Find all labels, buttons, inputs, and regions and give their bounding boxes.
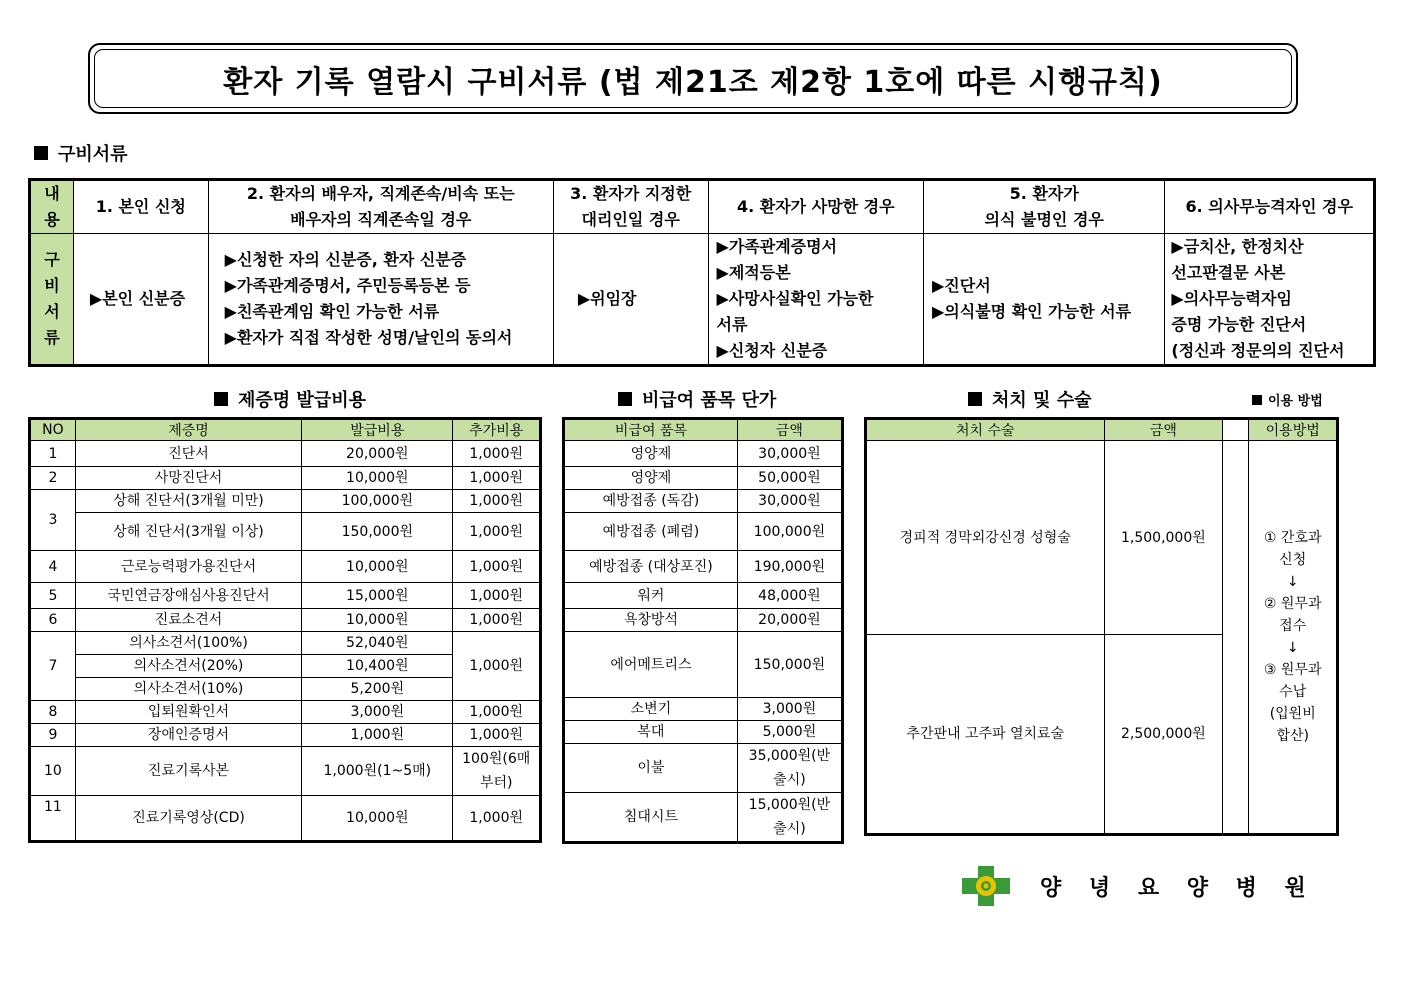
col-items-3 [553,234,708,366]
fee-no: 4 [30,551,76,583]
surgery-price: 1,500,000원 [1104,441,1223,635]
nonpay-price: 48,000원 [737,583,842,609]
fees-header-name: 제증명 [75,419,301,441]
table-row [564,513,843,551]
hospital-name: 양 녕 요 양 병 원 [1040,875,1316,901]
fee-no: 5 [30,583,76,609]
fee-no: 9 [30,724,76,747]
square-bullet-icon [968,392,982,406]
fee-extra: 1,000원 [453,632,541,701]
nonpay-item: 욕창방석 [564,609,738,632]
col-items-4 [708,234,923,366]
nonpay-heading [618,386,776,412]
docs-table [28,178,1376,367]
nonpay-table [562,417,844,844]
row-label-docs: 구 비 서 류 [30,234,74,366]
square-bullet-icon [214,392,228,406]
nonpay-item: 영양제 [564,467,738,490]
doc-item: ▶환자가 직접 작성한 성명/날인의 동의서 [224,328,513,347]
fee-amount: 10,000원 [302,467,453,490]
fee-amount: 20,000원 [302,441,453,467]
fee-amount: 10,400원 [302,655,453,678]
fees-heading-text: 제증명 발급비용 [238,390,366,411]
nonpay-price: 50,000원 [737,467,842,490]
surgery-table [864,417,1339,836]
col-header-1: 1. 본인 신청 [73,180,208,234]
fee-amount: 1,000원 [302,724,453,747]
table-row [30,583,541,609]
fee-name: 진료기록영상(CD) [75,796,301,842]
doc-item: ▶금치산, 한정치산 선고판결문 사본 [1171,237,1304,282]
nonpay-price: 100,000원 [737,513,842,551]
fee-extra: 1,000원 [453,467,541,490]
usage-heading [1252,390,1323,409]
nonpay-price: 5,000원 [737,721,842,744]
fee-name: 의사소견서(20%) [75,655,301,678]
fee-no: 11 [30,796,76,842]
nonpay-item: 영양제 [564,441,738,467]
surgery-header-price: 금액 [1104,419,1223,441]
fee-no: 1 [30,441,76,467]
doc-item: ▶제적등본 [716,263,791,282]
table-row [564,721,843,744]
col-items-1 [73,234,208,366]
spacer-cell [1223,419,1249,441]
nonpay-price: 190,000원 [737,551,842,583]
doc-item: ▶신청자 신분증 [716,341,828,360]
col-header-5: 5. 환자가 의식 불명인 경우 [924,180,1165,234]
fees-header-no: NO [30,419,76,441]
table-row [30,490,541,513]
doc-item: ▶의사무능력자임 증명 가능한 진단서 [1171,289,1307,334]
table-row [30,467,541,490]
table-row [30,701,541,724]
nonpay-price: 3,000원 [737,698,842,721]
nonpay-price: 30,000원 [737,441,842,467]
fee-extra: 1,000원 [453,609,541,632]
row-label-content: 내 용 [30,180,74,234]
fee-amount: 15,000원 [302,583,453,609]
fee-no: 3 [30,490,76,551]
fee-amount: 10,000원 [302,609,453,632]
doc-item: ▶진단서 [932,276,991,295]
fees-header-fee: 발급비용 [302,419,453,441]
fee-amount: 52,040원 [302,632,453,655]
fee-extra: 1,000원 [453,441,541,467]
nonpay-item: 예방접종 (대상포진) [564,551,738,583]
surgery-price: 2,500,000원 [1104,635,1223,835]
doc-item: ▶신청한 자의 신분증, 환자 신분증 [224,250,467,269]
fee-amount: 3,000원 [302,701,453,724]
table-row [564,583,843,609]
docs-heading-text: 구비서류 [58,144,128,165]
table-row [30,747,541,796]
surgery-heading [968,386,1091,412]
fee-amount: 1,000원(1~5매) [302,747,453,796]
nonpay-price: 35,000원(반 출시) [737,744,842,793]
table-row [564,467,843,490]
fee-amount: 5,200원 [302,678,453,701]
col-header-3: 3. 환자가 지정한 대리인일 경우 [553,180,708,234]
square-bullet-icon [618,392,632,406]
table-row [30,632,541,655]
fee-extra: 1,000원 [453,701,541,724]
table-row [564,609,843,632]
fee-name: 의사소견서(100%) [75,632,301,655]
nonpay-header-price: 금액 [737,419,842,441]
table-row [866,441,1338,635]
usage-steps: ① 간호과 신청 ↓ ② 원무과 접수 ↓ ③ 원무과 수납 (입원비 합산) [1249,441,1338,835]
fee-no: 6 [30,609,76,632]
surgery-heading-text: 처치 및 수술 [992,390,1092,411]
square-bullet-icon [34,146,48,160]
fee-name: 국민연금장애심사용진단서 [75,583,301,609]
fee-no: 7 [30,632,76,701]
fee-amount: 10,000원 [302,551,453,583]
square-bullet-icon [1252,395,1262,405]
fee-no: 8 [30,701,76,724]
fee-name: 의사소견서(10%) [75,678,301,701]
fee-extra: 1,000원 [453,513,541,551]
table-row [30,551,541,583]
nonpay-item: 침대시트 [564,793,738,843]
table-row [564,551,843,583]
nonpay-item: 소변기 [564,698,738,721]
page-title: 환자 기록 열람시 구비서류 (법 제21조 제2항 1호에 따른 시행규칙) [94,49,1292,108]
fee-name: 진단서 [75,441,301,467]
surgery-name: 경피적 경막외강신경 성형술 [866,441,1105,635]
table-row [564,632,843,698]
usage-heading-text: 이용 방법 [1268,394,1323,409]
fee-name: 상해 진단서(3개월 미만) [75,490,301,513]
doc-item: ▶사망사실확인 가능한 서류 [716,289,874,334]
nonpay-header-item: 비급여 품목 [564,419,738,441]
fees-table [28,417,542,843]
nonpay-item: 워커 [564,583,738,609]
docs-heading [34,140,128,166]
fee-name: 진료소견서 [75,609,301,632]
table-row [564,441,843,467]
col-items-2 [208,234,553,366]
col-items-6 [1165,234,1375,366]
surgery-header-name: 처치 수술 [866,419,1105,441]
table-row [564,793,843,843]
nonpay-item: 예방접종 (독감) [564,490,738,513]
doc-item: ▶가족관계증명서 [716,237,838,256]
fee-name: 사망진단서 [75,467,301,490]
footer [962,866,1316,906]
table-row [30,513,541,551]
fee-extra: 100원(6매 부터) [453,747,541,796]
nonpay-item: 예방접종 (폐렴) [564,513,738,551]
doc-item: ▶친족관계임 확인 가능한 서류 [224,302,440,321]
doc-item: ▶본인 신분증 [89,289,186,308]
nonpay-item: 복대 [564,721,738,744]
nonpay-price: 15,000원(반 출시) [737,793,842,843]
surgery-name: 추간판내 고주파 열치료술 [866,635,1105,835]
col-header-6: 6. 의사무능격자인 경우 [1165,180,1375,234]
hospital-logo-icon [962,866,1010,906]
title-box [88,43,1298,114]
doc-item: ▶가족관계증명서, 주민등록등본 등 [224,276,471,295]
fee-name: 근로능력평가용진단서 [75,551,301,583]
usage-header: 이용방법 [1249,419,1338,441]
nonpay-item: 이불 [564,744,738,793]
table-row [564,698,843,721]
fees-header-extra: 추가비용 [453,419,541,441]
fee-no: 2 [30,467,76,490]
col-header-2: 2. 환자의 배우자, 직계존속/비속 또는 배우자의 직계존속일 경우 [208,180,553,234]
doc-item: (정신과 정문의의 진단서 [1171,341,1345,360]
nonpay-price: 20,000원 [737,609,842,632]
spacer-cell [1223,441,1249,835]
table-row [30,724,541,747]
nonpay-item: 에어메트리스 [564,632,738,698]
table-row [30,441,541,467]
doc-item: ▶위임장 [577,289,637,308]
fees-heading [214,386,366,412]
fee-extra: 1,000원 [453,796,541,842]
nonpay-price: 150,000원 [737,632,842,698]
col-header-4: 4. 환자가 사망한 경우 [708,180,923,234]
fee-extra: 1,000원 [453,724,541,747]
fee-no: 10 [30,747,76,796]
fee-name: 입퇴원확인서 [75,701,301,724]
fee-name: 진료기록사본 [75,747,301,796]
table-row [30,796,541,842]
fee-name: 장애인증명서 [75,724,301,747]
fee-extra: 1,000원 [453,490,541,513]
nonpay-heading-text: 비급여 품목 단가 [642,390,777,411]
fee-amount: 10,000원 [302,796,453,842]
fee-amount: 100,000원 [302,490,453,513]
table-row [564,744,843,793]
doc-item: ▶의식불명 확인 가능한 서류 [932,302,1132,321]
fee-name: 상해 진단서(3개월 이상) [75,513,301,551]
nonpay-price: 30,000원 [737,490,842,513]
col-items-5 [924,234,1165,366]
table-row [564,490,843,513]
fee-amount: 150,000원 [302,513,453,551]
table-row [30,609,541,632]
fee-extra: 1,000원 [453,551,541,583]
fee-extra: 1,000원 [453,583,541,609]
